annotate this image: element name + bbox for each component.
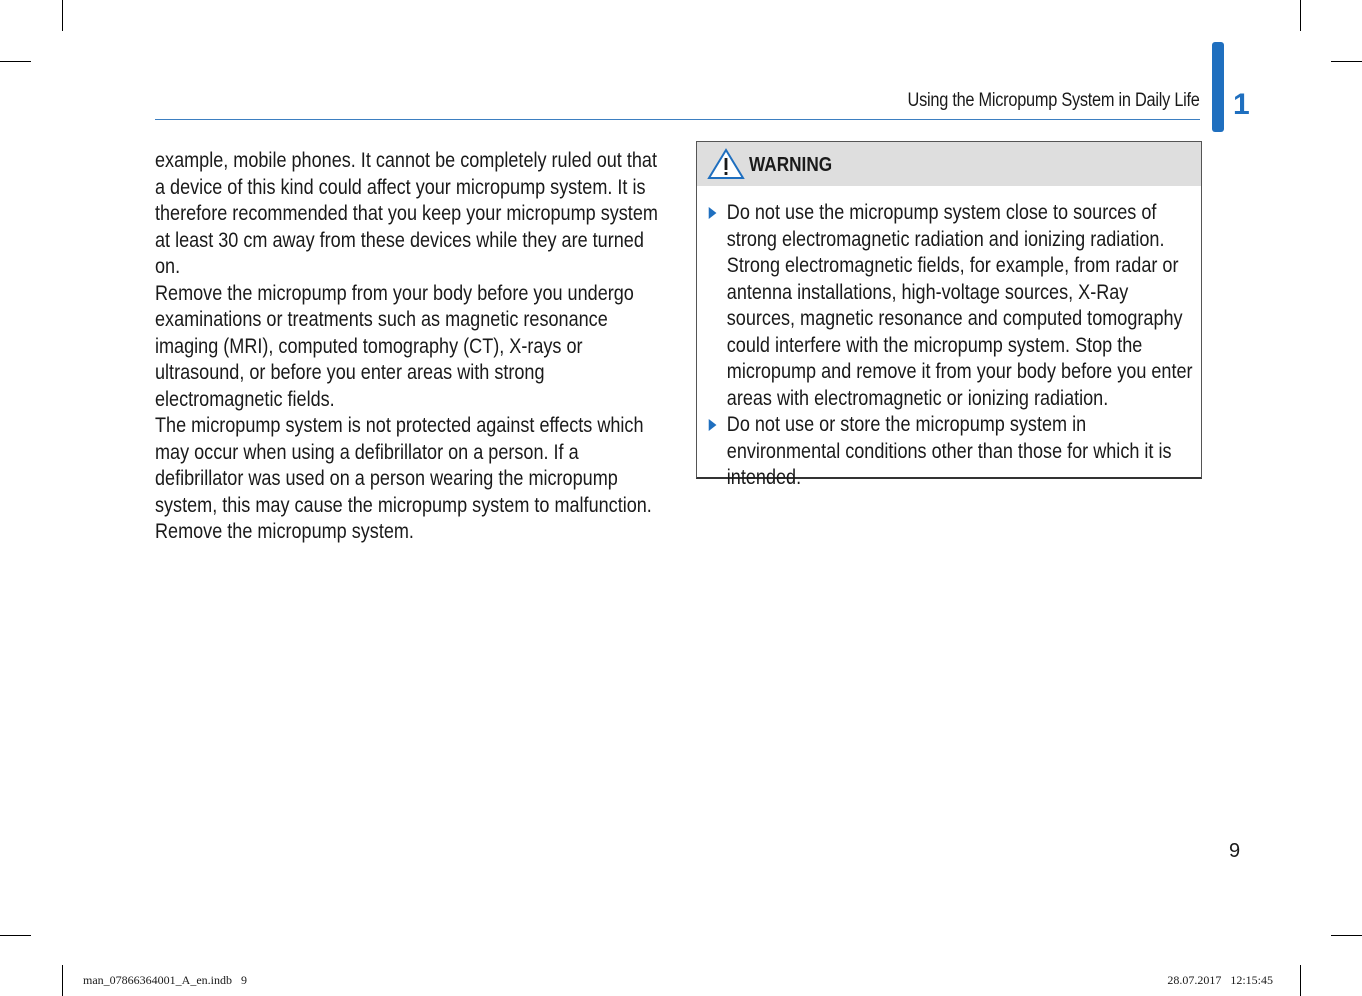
body-paragraph: The micropump system is not protected against effects which may occur when using a defibrillator on a person. If a defibrillator was used on a person wearing the micropump system, this may cause the micropump system to malfunction. Remove the micropump system. bbox=[155, 414, 652, 543]
warning-label: WARNING bbox=[749, 154, 833, 176]
crop-mark bbox=[1300, 0, 1301, 31]
chapter-tab bbox=[1212, 42, 1224, 132]
warning-list bbox=[707, 200, 1199, 492]
body-paragraph: example, mobile phones. It cannot be completely ruled out that a device of this kind could affect your micropump system. It is therefore recommended that you keep your micropump system at least 30 cm away from these devices while they are turned on. bbox=[155, 149, 658, 278]
warning-item-text: Do not use the micropump system close to sources of strong electromagnetic radiation and ionizing radiation. Strong electromagnetic fields, for example, from radar or antenna installations, high-voltage sources, X-Ray sources, magnetic resonance and computed tomography could interfere with the micropump system. Stop the micropump and remove it from your body before you enter areas with electromagnetic or ionizing radiation. bbox=[726, 201, 1193, 410]
body-text-column bbox=[155, 148, 661, 546]
triangle-bullet-icon bbox=[709, 207, 717, 219]
crop-mark bbox=[1300, 965, 1301, 996]
crop-mark bbox=[0, 935, 31, 936]
crop-mark bbox=[1331, 61, 1362, 62]
crop-mark bbox=[1331, 935, 1362, 936]
warning-item-text: Do not use or store the micropump system in environmental conditions other than those for which it is intended. bbox=[726, 413, 1172, 489]
triangle-bullet-icon bbox=[709, 419, 717, 431]
print-slug-timestamp: 28.07.2017 12:15:45 bbox=[1167, 973, 1273, 987]
warning-box bbox=[696, 141, 1202, 489]
chapter-number: 1 bbox=[1233, 88, 1250, 121]
crop-mark bbox=[62, 965, 63, 996]
warning-item bbox=[707, 200, 1199, 412]
warning-item bbox=[707, 412, 1199, 492]
running-header-title: Using the Micropump System in Daily Life bbox=[907, 90, 1200, 111]
print-slug-file: man_07866364001_A_en.indb 9 bbox=[83, 973, 247, 987]
crop-mark bbox=[62, 0, 63, 31]
crop-mark bbox=[0, 61, 31, 62]
body-paragraph: Remove the micropump from your body before you undergo examinations or treatments such as magnetic resonance imaging (MRI), computed tomography (CT), X-rays or ultrasound, or before you enter areas with strong electromagnetic fields. bbox=[155, 281, 634, 411]
page-number: 9 bbox=[1229, 840, 1241, 862]
warning-triangle-icon bbox=[707, 148, 745, 180]
warning-header bbox=[697, 142, 1201, 186]
header-rule bbox=[155, 119, 1200, 120]
